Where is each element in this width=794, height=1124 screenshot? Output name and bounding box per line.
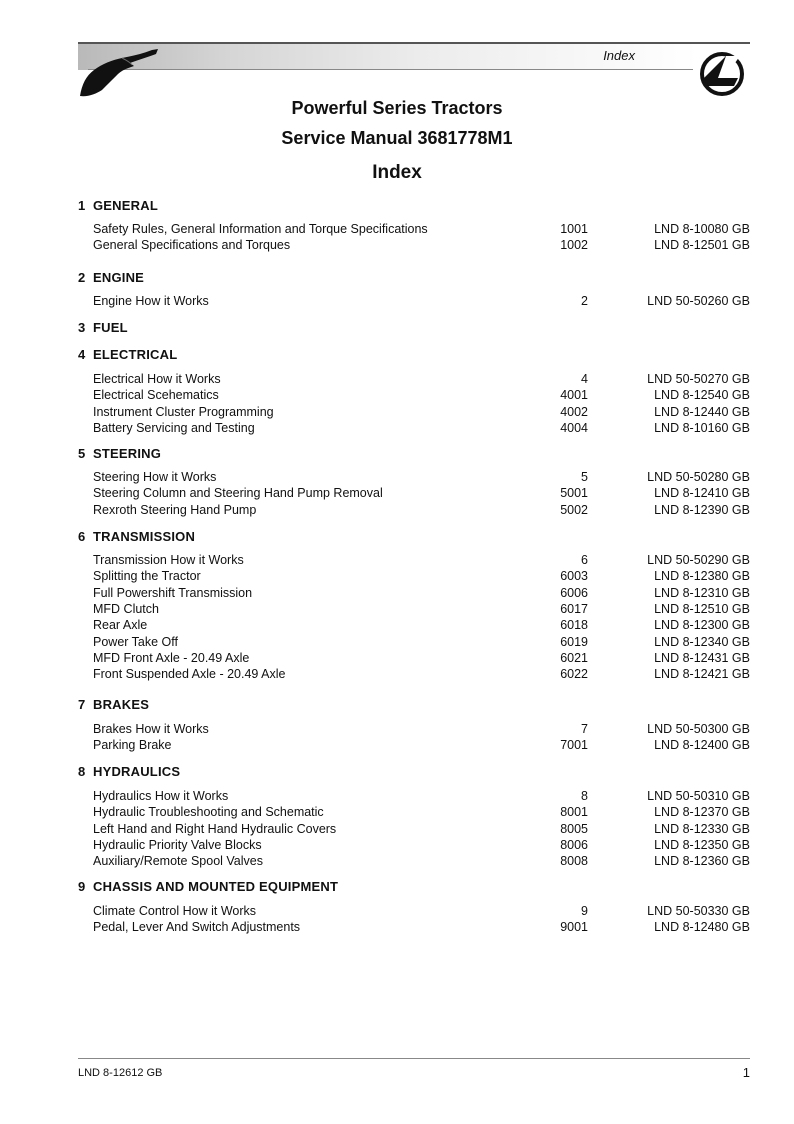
index-entry[interactable] [93, 634, 750, 650]
index-entry[interactable] [93, 788, 750, 804]
entry-document-ref: LND 8-12340 GB [654, 634, 750, 649]
entry-title-leader [93, 469, 588, 485]
entry-title: Instrument Cluster Programming [93, 404, 274, 419]
index-entry[interactable] [93, 420, 750, 436]
entry-title-leader [93, 420, 588, 436]
entry-title-leader [93, 721, 588, 737]
entry-title: Full Powershift Transmission [93, 585, 253, 600]
entry-title-leader [93, 737, 588, 753]
entry-title: Battery Servicing and Testing [93, 420, 255, 435]
entry-document-ref: LND 50-50260 GB [647, 294, 750, 308]
entry-page-number: 5 [581, 470, 588, 484]
entry-title-leader [93, 221, 588, 237]
pointing-hand-icon [78, 46, 160, 98]
index-entry[interactable] [93, 821, 750, 837]
entry-page-number: 8006 [560, 837, 588, 852]
section-title: ELECTRICAL [93, 347, 178, 362]
header-rule [78, 42, 750, 44]
entry-page-number: 9 [581, 904, 588, 918]
entry-title-leader [93, 404, 588, 420]
entry-page-number: 8005 [560, 821, 588, 836]
section-number: 5 [78, 446, 86, 461]
index-entry[interactable] [93, 221, 750, 237]
entry-document-ref: LND 8-12540 GB [654, 388, 750, 403]
entry-page-number: 9001 [560, 920, 588, 935]
entry-page-number: 6003 [560, 569, 588, 584]
entry-page-number: 6021 [560, 650, 588, 665]
entry-document-ref: LND 8-12330 GB [654, 821, 750, 836]
index-title: Index [372, 162, 422, 183]
entry-page-number: 4004 [560, 420, 588, 435]
entry-title: Parking Brake [93, 738, 172, 753]
entry-title: Electrical Scehematics [93, 388, 219, 403]
entry-title: Rear Axle [93, 618, 148, 633]
entry-title: Brakes How it Works [93, 722, 209, 736]
entry-title: Splitting the Tractor [93, 569, 201, 584]
section-number: 7 [78, 697, 86, 712]
manual-series-title: Powerful Series Tractors [291, 98, 503, 118]
entry-page-number: 7001 [560, 738, 588, 753]
section-title: CHASSIS AND MOUNTED EQUIPMENT [93, 879, 339, 894]
section-number: 3 [78, 320, 86, 335]
section-heading [78, 270, 144, 285]
entry-document-ref: LND 8-12390 GB [654, 502, 750, 517]
footer-doc-ref: LND 8-12612 GB [78, 1067, 163, 1079]
section-number: 2 [78, 270, 86, 285]
entry-page-number: 6018 [560, 618, 588, 633]
entry-document-ref: LND 8-12480 GB [654, 920, 750, 935]
section-heading [78, 446, 161, 461]
index-entry[interactable] [93, 601, 750, 617]
entry-title: Transmission How it Works [93, 553, 244, 567]
entry-title: General Specifications and Torques [93, 238, 291, 253]
section-heading [78, 198, 158, 213]
entry-page-number: 5001 [560, 486, 588, 501]
index-entry[interactable] [93, 837, 750, 853]
entry-page-number: 4002 [560, 404, 588, 419]
section-number: 6 [78, 529, 86, 544]
header-label: Index [603, 48, 635, 63]
section-title: GENERAL [93, 198, 158, 213]
entry-title-leader [93, 502, 588, 518]
index-entry[interactable] [93, 485, 750, 501]
footer-page-number: 1 [742, 1065, 750, 1080]
footer-rule [78, 1058, 750, 1059]
section-number: 1 [78, 198, 86, 213]
index-entry[interactable] [93, 804, 750, 820]
section-heading [78, 879, 338, 894]
entry-page-number: 4001 [560, 388, 588, 403]
entry-document-ref: LND 8-12360 GB [654, 854, 750, 869]
section-title: BRAKES [93, 697, 150, 712]
entry-title-leader [93, 585, 588, 601]
entry-title-leader [93, 788, 588, 804]
entry-document-ref: LND 8-12300 GB [654, 618, 750, 633]
entry-document-ref: LND 50-50330 GB [647, 904, 750, 918]
index-entry[interactable] [93, 853, 750, 869]
index-entry[interactable] [93, 404, 750, 420]
entry-title: Safety Rules, General Information and Torque Specifications [93, 222, 428, 236]
index-entry[interactable] [93, 552, 750, 568]
index-entry[interactable] [93, 568, 750, 584]
entry-page-number: 6 [581, 553, 588, 567]
index-entry[interactable] [93, 371, 750, 387]
entry-title: Hydraulic Troubleshooting and Schematic [93, 805, 324, 820]
entry-title: Steering How it Works [93, 470, 217, 484]
entry-document-ref: LND 8-12310 GB [654, 585, 750, 600]
entry-title-leader [93, 617, 588, 633]
entry-title-leader [93, 650, 588, 666]
entry-title-leader [93, 853, 588, 869]
index-entry[interactable] [93, 721, 750, 737]
entry-title: Steering Column and Steering Hand Pump Removal [93, 486, 383, 501]
entry-page-number: 6022 [560, 667, 588, 682]
index-entry[interactable] [93, 903, 750, 919]
entry-title: Pedal, Lever And Switch Adjustments [93, 920, 301, 935]
entry-title-leader [93, 821, 588, 837]
entry-title: Front Suspended Axle - 20.49 Axle [93, 667, 286, 682]
section-heading [78, 320, 128, 335]
entry-title-leader [93, 634, 588, 650]
entry-page-number: 1002 [560, 238, 588, 253]
index-entry[interactable] [93, 617, 750, 633]
entry-title-leader [93, 666, 588, 682]
entry-title: Engine How it Works [93, 294, 209, 308]
entry-document-ref: LND 8-12501 GB [654, 238, 750, 253]
entry-title: Hydraulics How it Works [93, 789, 229, 803]
section-title: TRANSMISSION [93, 529, 196, 544]
index-entry[interactable] [93, 666, 750, 682]
entry-page-number: 4 [581, 372, 588, 386]
index-entry[interactable] [93, 585, 750, 601]
entry-document-ref: LND 50-50290 GB [647, 553, 750, 567]
entry-page-number: 6019 [560, 634, 588, 649]
entry-document-ref: LND 50-50310 GB [647, 789, 750, 803]
index-entry[interactable] [93, 237, 750, 253]
section-heading [78, 764, 180, 779]
section-heading [78, 347, 177, 362]
entry-title: Electrical How it Works [93, 372, 221, 386]
entry-document-ref: LND 50-50300 GB [647, 722, 750, 736]
section-heading [78, 529, 195, 544]
entry-document-ref: LND 8-10080 GB [654, 222, 750, 236]
entry-document-ref: LND 8-12400 GB [654, 738, 750, 753]
index-entry[interactable] [93, 469, 750, 485]
company-logo-icon [696, 48, 748, 98]
section-number: 8 [78, 764, 86, 779]
entry-title: MFD Clutch [93, 601, 159, 616]
entry-document-ref: LND 8-12410 GB [654, 486, 750, 501]
entry-document-ref: LND 8-12431 GB [654, 650, 750, 665]
header-underline [88, 69, 693, 70]
entry-title-leader [93, 919, 588, 935]
entry-title-leader [93, 568, 588, 584]
section-title: ENGINE [93, 270, 145, 285]
entry-document-ref: LND 8-12380 GB [654, 569, 750, 584]
section-number: 4 [78, 347, 86, 362]
index-entry[interactable] [93, 387, 750, 403]
section-title: FUEL [93, 320, 128, 335]
index-entry[interactable] [93, 502, 750, 518]
entry-title-leader [93, 837, 588, 853]
entry-page-number: 1001 [560, 222, 588, 236]
entry-title: Power Take Off [93, 634, 178, 649]
entry-page-number: 6017 [560, 601, 588, 616]
section-title: HYDRAULICS [93, 764, 181, 779]
index-entry[interactable] [93, 650, 750, 666]
entry-title: Climate Control How it Works [93, 904, 257, 918]
entry-page-number: 5002 [560, 502, 588, 517]
entry-page-number: 8 [581, 789, 588, 803]
entry-page-number: 7 [581, 722, 588, 736]
entry-title-leader [93, 387, 588, 403]
entry-title-leader [93, 237, 588, 253]
entry-title-leader [93, 601, 588, 617]
entry-title: MFD Front Axle - 20.49 Axle [93, 650, 250, 665]
entry-document-ref: LND 8-12440 GB [654, 404, 750, 419]
manual-number-title: Service Manual 3681778M1 [281, 128, 513, 148]
index-entry[interactable] [93, 293, 750, 309]
entry-title-leader [93, 485, 588, 501]
entry-title: Left Hand and Right Hand Hydraulic Covers [93, 821, 337, 836]
section-heading [78, 697, 149, 712]
entry-page-number: 2 [581, 294, 588, 308]
entry-page-number: 8001 [560, 805, 588, 820]
entry-document-ref: LND 8-12370 GB [654, 805, 750, 820]
entry-title: Rexroth Steering Hand Pump [93, 502, 257, 517]
index-entry[interactable] [93, 737, 750, 753]
entry-document-ref: LND 50-50280 GB [647, 470, 750, 484]
entry-document-ref: LND 8-12350 GB [654, 837, 750, 852]
entry-title-leader [93, 371, 588, 387]
entry-title: Hydraulic Priority Valve Blocks [93, 837, 262, 852]
entry-document-ref: LND 8-12421 GB [654, 667, 750, 682]
entry-title-leader [93, 552, 588, 568]
entry-page-number: 8008 [560, 854, 588, 869]
entry-title-leader [93, 804, 588, 820]
entry-title: Auxiliary/Remote Spool Valves [93, 854, 263, 869]
entry-document-ref: LND 50-50270 GB [647, 372, 750, 386]
entry-title-leader [93, 293, 588, 309]
entry-document-ref: LND 8-12510 GB [654, 601, 750, 616]
entry-title-leader [93, 903, 588, 919]
entry-document-ref: LND 8-10160 GB [654, 420, 750, 435]
index-entry[interactable] [93, 919, 750, 935]
section-number: 9 [78, 879, 86, 894]
section-title: STEERING [93, 446, 162, 461]
entry-page-number: 6006 [560, 585, 588, 600]
page-header [78, 42, 750, 100]
